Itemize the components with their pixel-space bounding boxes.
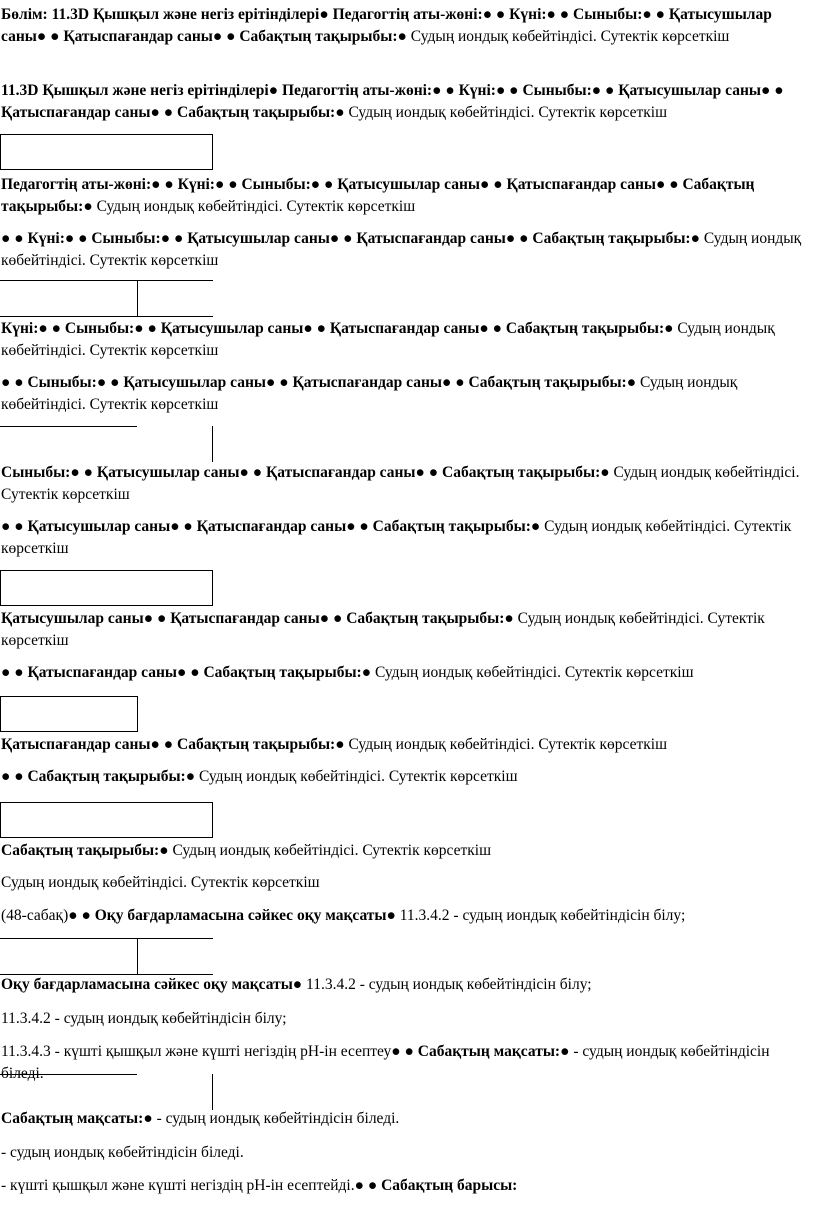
table-rule — [0, 426, 137, 427]
absent-label: Қатыспағандар саны● ● — [506, 176, 679, 193]
topic-text: Судың иондық көбейтіндісі. Сутектік көрсеткіш — [406, 28, 730, 45]
bullet-markers: ● ● — [1, 374, 24, 391]
topic-label: Сабақтың тақырыбы:● — [177, 104, 345, 121]
present-label: Қатысушылар саны● ● — [337, 176, 503, 193]
present-label: Қатысушылар саны● ● — [96, 464, 263, 481]
paragraph-6 — [1, 372, 813, 416]
topic-label: Сабақтың тақырыбы:● — [532, 230, 700, 247]
topic-text: Судың иондық көбейтіндісі. Сутектік көрсеткіш — [1, 610, 765, 649]
paragraph-13 — [1, 840, 813, 862]
teacher-label: Педагогтің аты-жөні:● ● — [281, 82, 455, 99]
topic-text: Судың иондық көбейтіндісі. Сутектік көрсеткіш — [371, 664, 694, 681]
unit-title: 11.3D Қышқыл және негіз ерітінділері● — [51, 6, 329, 23]
absent-label: Қатыспағандар саны● ● — [356, 230, 529, 247]
present-label: Қатысушылар саны● ● — [187, 230, 353, 247]
topic-text: Судың иондық көбейтіндісі. Сутектік көрсеткіш — [1, 464, 800, 503]
topic-label: Сабақтың тақырыбы:● — [468, 374, 637, 391]
paragraph-18 — [1, 1041, 813, 1085]
table-cell-box — [0, 802, 213, 838]
paragraph-8 — [1, 516, 813, 560]
present-label: Қатысушылар саны● ● — [160, 320, 327, 337]
class-label: Сыныбы:● ● — [1, 464, 93, 481]
date-label: Күні:● ● — [509, 6, 570, 23]
paragraph-12 — [1, 766, 813, 788]
class-label: Сыныбы:● ● — [27, 374, 120, 391]
paragraph-20 — [1, 1142, 813, 1164]
paragraph-9 — [1, 608, 813, 652]
teacher-label: Педагогтің аты-жөні:● ● — [1, 176, 174, 193]
topic-label: Сабақтың тақырыбы:● — [1, 842, 169, 859]
lesson-number: (48-сабақ)● ● — [1, 907, 91, 924]
paragraph-2 — [1, 80, 813, 124]
topic-label: Сабақтың тақырыбы:● — [346, 610, 514, 627]
bullet-markers: ● ● — [1, 230, 24, 247]
date-label: Күні:● ● — [1, 320, 61, 337]
table-cell-box — [0, 570, 213, 606]
topic-label: Сабақтың тақырыбы:● — [505, 320, 674, 337]
lesson-goal-label: Сабақтың мақсаты:● — [417, 1043, 570, 1060]
table-rule — [212, 426, 213, 462]
lesson-goal-text: - күшті қышқыл және күшті негіздің рН-ін есептейді.● ● — [1, 1177, 378, 1194]
present-label: Қатысушылар саны● ● — [123, 374, 289, 391]
class-label: Сыныбы:● ● — [64, 320, 157, 337]
objective-text: 11.3.4.3 - күшті қышқыл және күшті негіздің рН-ін есептеу● ● — [1, 1043, 414, 1060]
topic-text: Судың иондық көбейтіндісі. Сутектік көрсеткіш — [1, 230, 802, 269]
table-rule — [0, 316, 213, 317]
paragraph-1 — [1, 4, 813, 48]
table-rule — [0, 938, 213, 939]
table-rule — [137, 280, 138, 316]
paragraph-21 — [1, 1175, 813, 1197]
paragraph-10 — [1, 662, 813, 684]
lesson-goal-text: - судың иондық көбейтіндісін біледі. — [1, 1043, 770, 1082]
date-label: Күні:● ● — [458, 82, 519, 99]
topic-label: Сабақтың тақырыбы:● — [203, 664, 372, 681]
table-rule — [0, 1074, 137, 1075]
table-rule — [137, 938, 138, 974]
table-cell-box — [0, 134, 213, 170]
lesson-goal-text: - судың иондық көбейтіндісін біледі. — [152, 1110, 400, 1127]
present-label: Қатысушылар саны● ● — [1, 6, 772, 45]
unit-title: 11.3D Қышқыл және негіз ерітінділері● — [1, 82, 279, 99]
absent-label: Қатыспағандар саны● ● — [1, 104, 174, 121]
paragraph-19 — [1, 1108, 813, 1130]
paragraph-16 — [1, 974, 813, 996]
topic-text: Судың иондық көбейтіндісі. Сутектік көрсеткіш — [1, 320, 775, 359]
paragraph-14 — [1, 872, 813, 894]
paragraph-17 — [1, 1008, 813, 1030]
objective-text: 11.3.4.2 - судың иондық көбейтіндісін білу; — [302, 976, 592, 993]
table-rule — [212, 1074, 213, 1110]
paragraph-4 — [1, 228, 813, 272]
absent-label: Қатыспағандар саны● ● — [266, 464, 439, 481]
absent-label: Қатыспағандар саны● ● — [170, 610, 343, 627]
topic-text: Судың иондық көбейтіндісі. Сутектік көрсеткіш — [1, 374, 738, 413]
paragraph-15 — [1, 905, 813, 927]
topic-text: Судың иондық көбейтіндісі. Сутектік көрсеткіш — [1, 874, 320, 891]
bullet-markers: ● ● — [1, 768, 24, 785]
section-label: Бөлім: — [1, 6, 48, 23]
present-label: Қатысушылар саны● ● — [618, 82, 784, 99]
lesson-progress-label: Сабақтың барысы: — [381, 1177, 518, 1194]
class-label: Сыныбы:● ● — [573, 6, 665, 23]
bullet-markers: ● ● — [1, 664, 24, 681]
paragraph-5 — [1, 318, 813, 362]
teacher-label: Педагогтің аты-жөні:● ● — [332, 6, 506, 23]
topic-label: Сабақтың тақырыбы:● — [177, 736, 345, 753]
lesson-goal-label: Сабақтың мақсаты:● — [1, 1110, 153, 1127]
present-label: Қатысушылар саны● ● — [1, 610, 167, 627]
topic-label: Сабақтың тақырыбы:● — [1, 176, 755, 215]
class-label: Сыныбы:● ● — [522, 82, 615, 99]
topic-text: Судың иондық көбейтіндісі. Сутектік көрсеткіш — [1, 518, 792, 557]
date-label: Күні:● ● — [27, 230, 88, 247]
class-label: Сыныбы:● ● — [91, 230, 184, 247]
date-label: Күні:● ● — [177, 176, 238, 193]
topic-text: Судың иондық көбейтіндісі. Сутектік көрсеткіш — [168, 842, 492, 859]
objective-label: Оқу бағдарламасына сәйкес оқу мақсаты● — [1, 976, 303, 993]
topic-label: Сабақтың тақырыбы:● — [27, 768, 196, 785]
absent-label: Қатыспағандар саны● ● — [1, 736, 174, 753]
bullet-markers: ● ● — [1, 518, 24, 535]
paragraph-3 — [1, 174, 813, 218]
objective-text: 11.3.4.2 - судың иондық көбейтіндісін білу; — [395, 907, 686, 924]
absent-label: Қатыспағандар саны● ● — [196, 518, 369, 535]
table-rule — [0, 280, 213, 281]
lesson-goal-text: - судың иондық көбейтіндісін біледі. — [1, 1144, 244, 1161]
topic-label: Сабақтың тақырыбы:● — [239, 28, 407, 45]
topic-label: Сабақтың тақырыбы:● — [442, 464, 610, 481]
topic-text: Судың иондық көбейтіндісі. Сутектік көрсеткіш — [92, 198, 416, 215]
objective-text: 11.3.4.2 - судың иондық көбейтіндісін білу; — [1, 1010, 287, 1027]
topic-text: Судың иондық көбейтіндісі. Сутектік көрсеткіш — [344, 104, 668, 121]
paragraph-7 — [1, 462, 813, 506]
objective-label: Оқу бағдарламасына сәйкес оқу мақсаты● — [94, 907, 396, 924]
table-cell-box — [0, 696, 138, 732]
present-label: Қатысушылар саны● ● — [27, 518, 193, 535]
topic-text: Судың иондық көбейтіндісі. Сутектік көрсеткіш — [344, 736, 668, 753]
absent-label: Қатыспағандар саны● ● — [329, 320, 503, 337]
absent-label: Қатыспағандар саны● ● — [292, 374, 465, 391]
absent-label: Қатыспағандар саны● ● — [63, 28, 236, 45]
topic-text: Судың иондық көбейтіндісі. Сутектік көрсеткіш — [195, 768, 518, 785]
topic-label: Сабақтың тақырыбы:● — [372, 518, 541, 535]
absent-label: Қатыспағандар саны● ● — [27, 664, 200, 681]
paragraph-11 — [1, 734, 813, 756]
class-label: Сыныбы:● ● — [241, 176, 334, 193]
